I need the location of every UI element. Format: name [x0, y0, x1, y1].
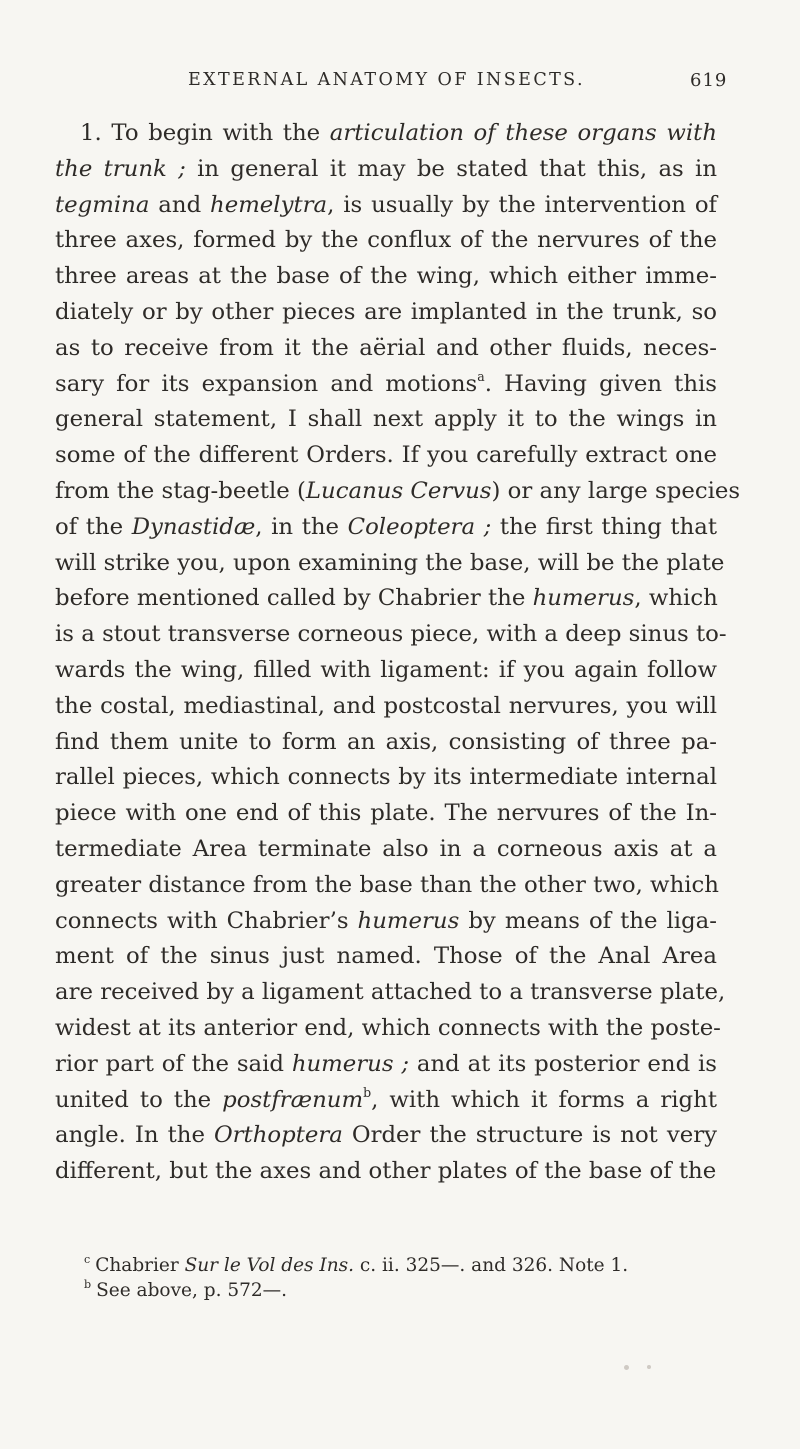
paper-speck [647, 1365, 651, 1369]
text-run: ) or any large species [491, 477, 741, 504]
text-run: united to the [55, 1086, 223, 1113]
body-paragraph [55, 116, 741, 1190]
text-line [55, 546, 725, 582]
italic-text: Lucanus Cervus [305, 477, 492, 504]
text-run: and at its posterior end is [409, 1050, 717, 1077]
text-run: , which [634, 585, 718, 612]
italic-text: tegmina [55, 191, 150, 218]
text-line [55, 295, 717, 331]
text-run: three areas at the base of the wing, which either imme- [55, 263, 717, 290]
text-line [55, 939, 717, 975]
text-run: connects with Chabrier’s [55, 907, 358, 934]
text-run: of the [55, 513, 132, 540]
text-line [55, 402, 717, 438]
footnote-marker: c [84, 1252, 91, 1266]
text-line [55, 1011, 721, 1047]
text-line [55, 474, 741, 510]
text-run: angle. In the [55, 1122, 214, 1149]
text-run: , in the [255, 513, 348, 540]
text-run: the costal, mediastinal, and postcostal nervures, you will [55, 692, 717, 719]
text-run: the first thing that [491, 513, 717, 540]
text-run: rior part of the said [55, 1050, 292, 1077]
text-line [55, 975, 726, 1011]
text-run: . Having given this [484, 370, 717, 397]
text-run: rallel pieces, which connects by its intermediate internal [55, 764, 717, 791]
text-run: find them unite to form an axis, consisting of three pa- [55, 728, 717, 755]
text-run: , is usually by the intervention of [327, 191, 717, 218]
italic-text: articulation of these organs with [329, 120, 717, 146]
text-run: widest at its anterior end, which connects with the poste- [55, 1014, 721, 1041]
text-line [55, 689, 717, 725]
text-run: , with which it forms a right [371, 1086, 717, 1113]
text-line [55, 259, 717, 295]
footnote-marker: b [84, 1277, 92, 1291]
text-run: greater distance from the base than the other two, which [55, 871, 719, 898]
footnote [84, 1278, 704, 1303]
italic-text: the trunk ; [55, 155, 186, 182]
text-run: by means of the liga- [459, 907, 717, 934]
text-line [55, 116, 717, 152]
italic-text: humerus [532, 585, 635, 612]
text-run: different, but the axes and other plates of the base of the [55, 1158, 717, 1185]
text-run: in general it may be stated that this, as in [185, 155, 718, 182]
text-line [55, 438, 717, 474]
text-run: termediate Area terminate also in a corneous axis at a [55, 835, 717, 862]
text-line [55, 1047, 717, 1083]
text-line [55, 617, 727, 653]
italic-text: hemelytra [210, 191, 328, 218]
text-line [55, 1083, 717, 1119]
text-run: 1. To begin with the [80, 120, 330, 146]
text-line [55, 331, 717, 367]
italic-text: Dynastidæ [131, 513, 256, 540]
text-run: are received by a ligament attached to a transverse plate, [55, 979, 726, 1006]
text-run: general statement, I shall next apply it to the wings in [55, 406, 717, 433]
text-line [55, 725, 717, 761]
footnotes [84, 1253, 704, 1303]
paper-speck [624, 1365, 629, 1370]
text-line [55, 904, 717, 940]
text-run: sary for its expansion and motions [55, 370, 478, 397]
text-run: wards the wing, filled with ligament: if you again follow [55, 656, 717, 683]
text-run: See above, p. 572—. [96, 1280, 288, 1301]
text-run: Order the structure is not very [342, 1122, 717, 1149]
running-head: EXTERNAL ANATOMY OF INSECTS. [188, 70, 585, 90]
text-run: some of the different Orders. If you carefully extract one [55, 442, 717, 469]
italic-text: Sur le Vol des Ins. [184, 1255, 355, 1276]
text-run: before mentioned called by Chabrier the [55, 585, 533, 612]
text-line [55, 223, 717, 259]
text-run: as to receive from it the aërial and other fluids, neces- [55, 334, 717, 361]
text-line [55, 760, 717, 796]
text-run: piece with one end of this plate. The nervures of the In- [55, 800, 717, 827]
text-run: ment of the sinus just named. Those of the Anal Area [55, 943, 717, 970]
text-run: c. ii. 325—. and 326. Note 1. [354, 1255, 629, 1276]
footnote-reference: b [363, 1084, 372, 1100]
italic-text: Orthoptera [213, 1122, 343, 1149]
text-run: diately or by other pieces are implanted in the trunk, so [55, 298, 717, 325]
text-line [55, 152, 717, 188]
text-line [55, 367, 717, 403]
italic-text: Coleoptera ; [347, 513, 492, 540]
text-run: Chabrier [95, 1255, 185, 1276]
text-run: three axes, formed by the conflux of the nervures of the [55, 227, 717, 254]
text-line [55, 796, 717, 832]
text-run: and [149, 191, 211, 218]
text-run: will strike you, upon examining the base, will be the plate [55, 549, 725, 576]
text-run: is a stout transverse corneous piece, with a deep sinus to- [55, 621, 727, 648]
text-line [55, 188, 717, 224]
page-number: 619 [690, 70, 728, 91]
text-line [55, 581, 717, 617]
text-line [55, 868, 717, 904]
text-line [55, 510, 717, 546]
italic-text: postfrænum [222, 1086, 364, 1113]
footnote-reference: a [477, 368, 485, 384]
footnote [84, 1253, 704, 1278]
italic-text: humerus ; [291, 1050, 410, 1077]
text-line [55, 1118, 717, 1154]
text-line [55, 832, 717, 868]
text-line [55, 1154, 717, 1190]
text-line [55, 653, 717, 689]
text-run: from the stag-beetle ( [55, 477, 306, 504]
italic-text: humerus [357, 907, 460, 934]
